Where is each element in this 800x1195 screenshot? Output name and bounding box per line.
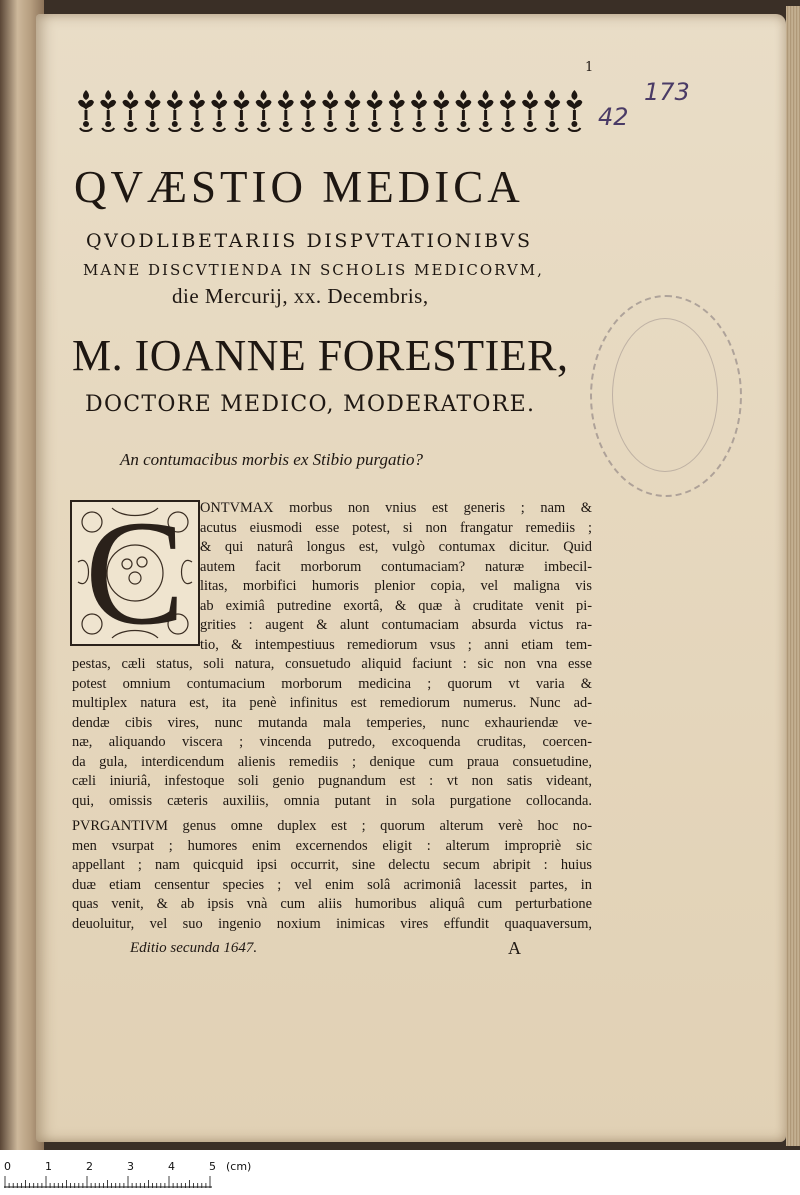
fleuron-icon [100,90,116,131]
manuscript-number-side: 42 [598,103,629,131]
text-line: ONTVMAX morbus non vnius est generis ; nam & [200,500,592,516]
title-line-2: QVODLIBETARIIS DISPVTATIONIBVS [86,230,533,252]
title-line-4: die Mercurij, xx. Decembris, [172,284,429,308]
fleuron-icon [411,90,427,131]
text-line: acutus eiusmodi esse potest, si non frangatur remediis ; [200,519,592,536]
ruler-unit: (cm) [226,1160,252,1173]
ruler-label: 5 [209,1160,216,1173]
text-line: ab eximiâ putredine exortâ, & quæ à cruditate venit pi- [200,597,592,614]
text-line: grities : augent & alunt contumaciam absurda victus ra- [200,617,592,633]
fleuron-icon [278,90,294,131]
text-line: litas, morbifici humoris plenior copia, vel maligna vis [200,578,592,594]
fleuron-icon [344,90,360,131]
library-stamp-inner [612,318,718,472]
fleuron-icon [566,90,582,131]
fleuron-icon [300,90,316,131]
fleuron-icon [389,90,405,131]
fleuron-icon [233,90,249,131]
text-line: deuoluitur, vel suo ingenio noxium inimicas vires effundit quaquaversum, [72,915,592,932]
fleuron-icon [455,90,471,131]
fleuron-icon [522,90,538,131]
text-line: men vsurpat ; humores enim excernendos eligit : alterum impropriè sic [72,837,592,854]
text-line: næ, aliquando viscera ; vincenda putredo, excoquenda cruditas, coercen- [72,734,592,750]
page-edges [786,6,800,1146]
fleuron-icon [544,90,560,131]
ruler-label: 1 [45,1160,52,1173]
text-line: PVRGANTIVM genus omne duplex est ; quorum alterum verè hoc no- [72,818,592,834]
fleuron-icon [500,90,516,131]
scale-ruler-area [0,1150,800,1195]
dropcap-letter: C [84,490,186,656]
fleuron-icon [167,90,183,131]
fleuron-icon [322,90,338,131]
text-line: pestas, cæli status, soli natura, consuetudo aliquid faciunt : sic non vna esse [72,656,592,672]
text-line: multiplex natura est, ita penè infinitus est remediorum numerus. Nunc ad- [72,695,592,711]
question-heading: An contumacibus morbis ex Stibio purgatio? [120,450,423,469]
text-line: tio, & intempestiuus remediorum vsus ; anni etiam tem- [200,636,592,653]
text-line: qui, omissis cæteris auxiliis, omnia putant in sola purgatione collocanda. [72,792,592,809]
fleuron-icon [122,90,138,131]
ornamental-initial [70,490,200,656]
ruler-label: 2 [86,1160,93,1173]
fleuron-icon [145,90,161,131]
text-line: da gula, interdicendum alienis remediis ; denique cum praua consuetudine, [72,753,592,770]
folio-number: 1 [585,60,594,75]
ruler-label: 0 [4,1160,11,1173]
text-line: duæ etiam censentur species ; vel enim solâ acrimoniâ lacessit partes, in [72,876,592,893]
fleuron-icon [433,90,449,131]
text-line: quas venit, & ab ipsis vnà cum aliis humoribus aliquâ cum perturbatione [72,896,592,912]
fleuron-icon [367,90,383,131]
signature-mark: A [508,938,521,958]
fleuron-icon [478,90,494,131]
text-line: & qui naturâ longus est, vulgò contumax dicitur. Quid [200,539,592,555]
scale-ruler [4,1176,212,1188]
fleuron-icon [78,90,94,131]
text-line: cæli iniuriâ, infestoque soli genio pugnandum est : vt non satis videant, [72,773,592,789]
fleuron-icon [189,90,205,131]
fleuron-border [72,86,592,138]
text-line: potest omnium contumacium morborum medicina ; quorum vt varia & [72,675,592,692]
ruler-label: 3 [127,1160,134,1173]
manuscript-number-top: 173 [644,78,690,106]
title-line-3: MANE DISCVTIENDA IN SCHOLIS MEDICORVM, [83,261,544,279]
author-name: M. IOANNE FORESTIER, [72,331,569,380]
text-line: autem facit morborum contumaciam? naturæ imbecil- [200,558,592,575]
edition-note: Editio secunda 1647. [130,940,258,956]
title-line-1: QVÆSTIO MEDICA [74,162,524,212]
fleuron-icon [256,90,272,131]
fleuron-icon [211,90,227,131]
text-line: appellant ; nam quicquid ipsi occurrit, sine delectu secum abripit : huius [72,857,592,873]
text-line: dendæ cibis vires, nunc mutanda mala temperies, nunc exhauriendæ ve- [72,714,592,731]
author-role: DOCTORE MEDICO, MODERATORE. [85,392,536,417]
ruler-label: 4 [168,1160,175,1173]
